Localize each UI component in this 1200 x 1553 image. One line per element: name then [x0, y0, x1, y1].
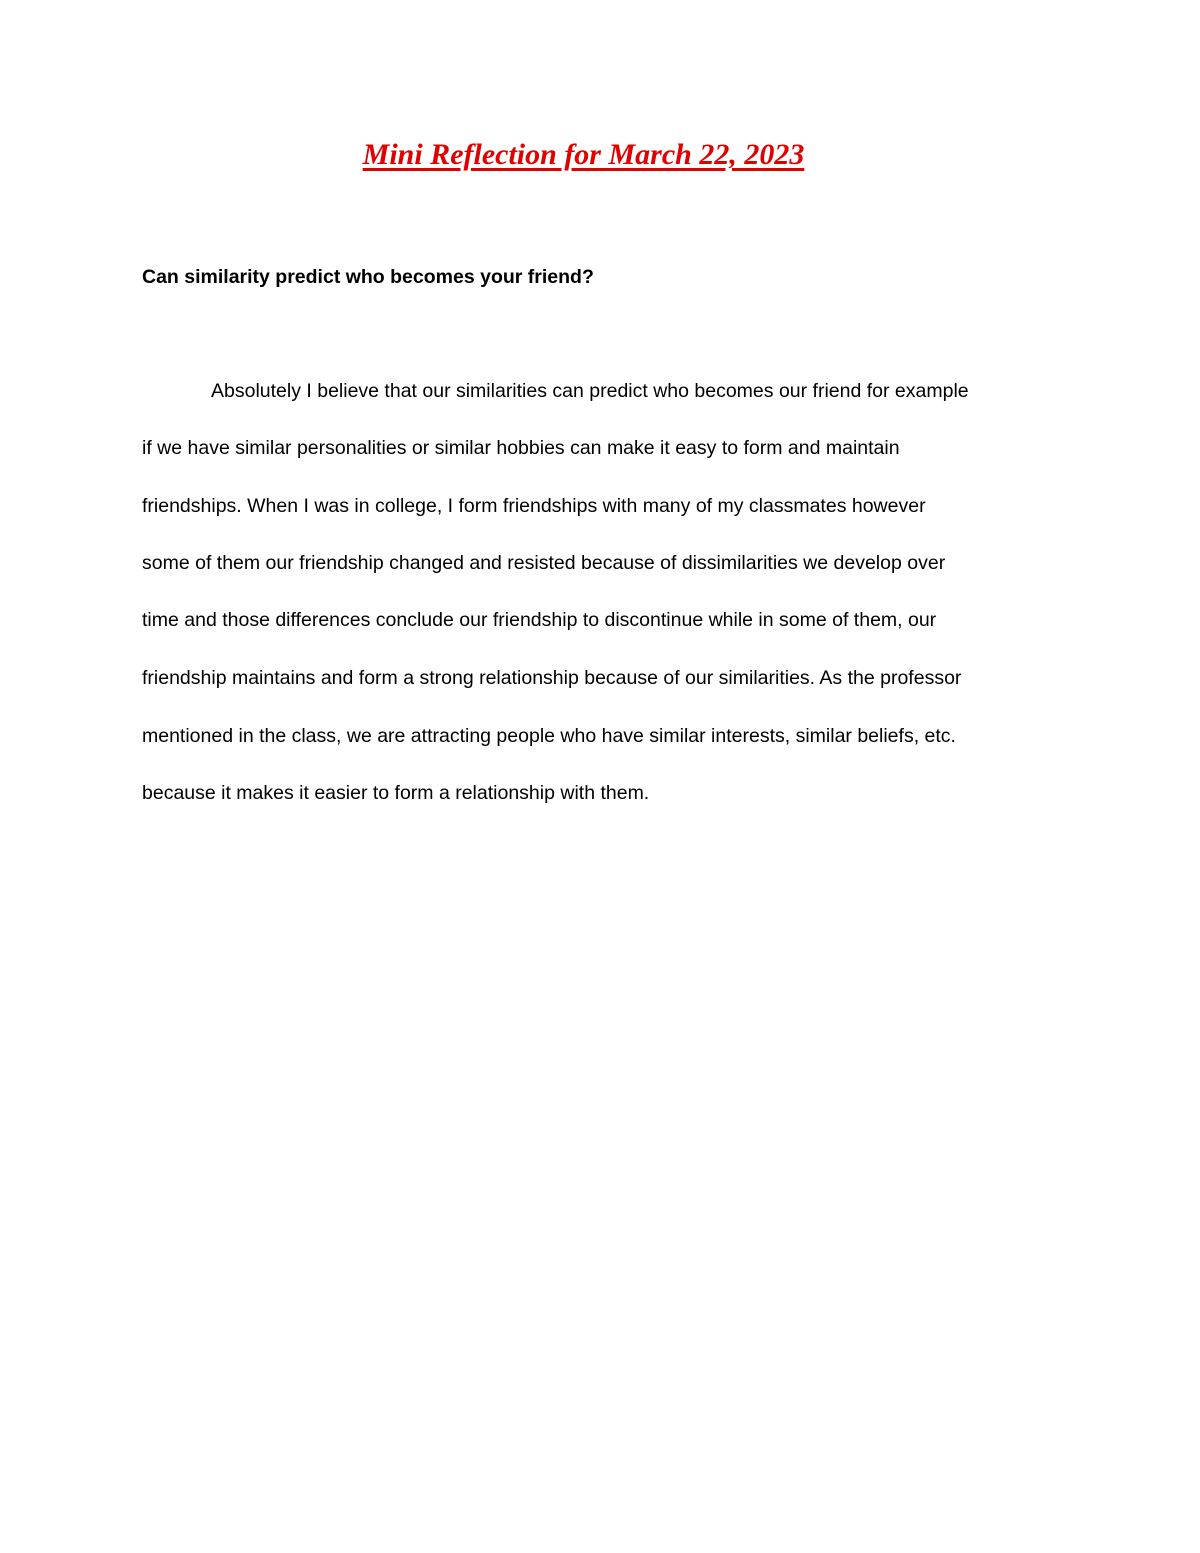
- paragraph-line: time and those differences conclude our friendship to discontinue while in some of them, our: [142, 609, 937, 631]
- paragraph-line: friendship maintains and form a strong relationship because of our similarities. As the professor: [142, 667, 962, 689]
- paragraph-line: some of them our friendship changed and resisted because of dissimilarities we develop over: [142, 552, 946, 574]
- paragraph-line: mentioned in the class, we are attracting people who have similar interests, similar beliefs, etc.: [142, 725, 956, 747]
- paragraph-line: because it makes it easier to form a relationship with them.: [142, 782, 650, 804]
- question-heading: Can similarity predict who becomes your friend?: [142, 266, 594, 288]
- page-title: Mini Reflection for March 22, 2023: [362, 138, 805, 171]
- paragraph-line: friendships. When I was in college, I form friendships with many of my classmates however: [142, 495, 926, 517]
- paragraph-line: if we have similar personalities or similar hobbies can make it easy to form and maintain: [142, 437, 900, 459]
- paragraph-line: Absolutely I believe that our similarities can predict who becomes our friend for example: [211, 380, 969, 402]
